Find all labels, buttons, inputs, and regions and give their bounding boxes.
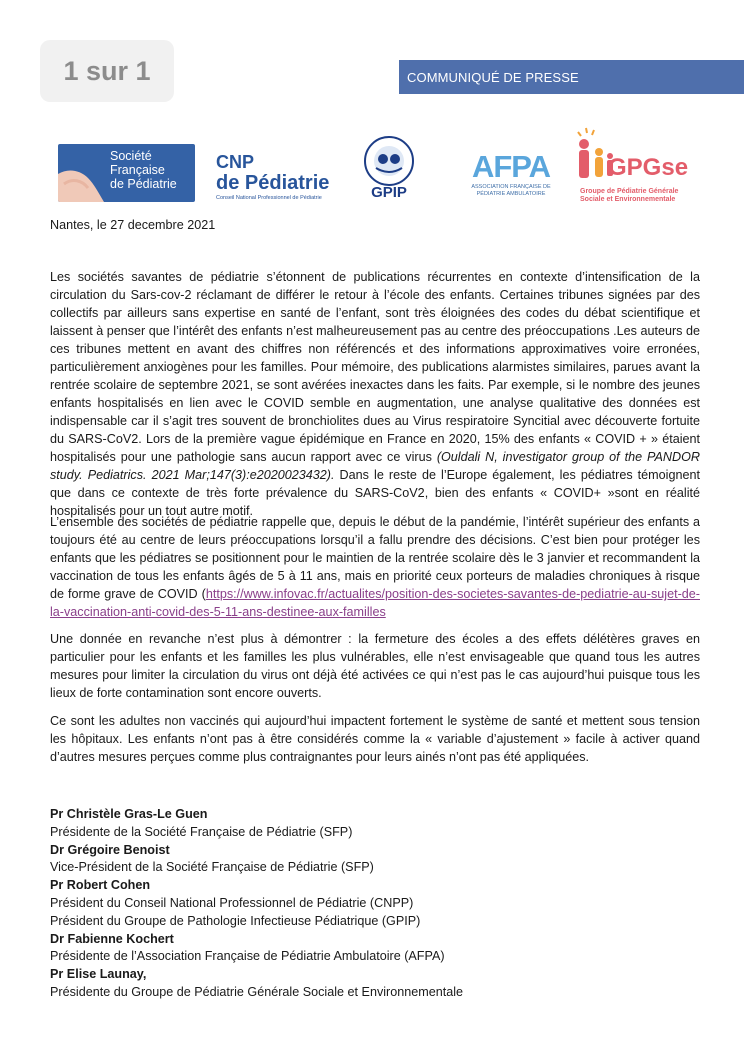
signatory-name: Pr Christèle Gras-Le Guen [50,807,208,821]
paragraph-1: Les sociétés savantes de pédiatrie s’étonnent de publications récurrentes en contexte d’intensification de la circulation du Sars-cov-2 réclamant de différer le retour à l’école des enfants. Certaines tribunes signées par des collectifs par ailleurs sans expertise en santé de l’enfant, sont très éloignées des codes du débat scientifique et laissent à penser que l’intérêt des enfants n’est malheureusement pas au centre des préoccupations .Les auteurs de ces tribunes mettent en avant des chiffres non référencés et des informations approximatives voire erronées, particulièrement anxiogènes pour les familles. Pour mémoire, des publications alarmistes similaires, parues avant la rentrée scolaire de septembre 2021, se sont avérées inexactes dans les faits. Par exemple, si le nombre des jeunes enfants hospitalisés en lien avec le COVID semble en augmentation, une analyse qualitative des données est indispensable car il s’agit tres souvent de bronchiolites dues au Virus respiratoire Syncitial avec découverte fortuite du SARS-CoV2. Lors de la première vague épidémique en France en 2020, 15% des enfants « COVID + » étaient hospitalisés pour une pathologie sans aucun rapport avec ce virus (Ouldali N, investigator group of the PANDOR study. Pediatrics. 2021 Mar;147(3):e2020023432). Dans le reste de l’Europe également, les pédiatres témoignent que dans ce contexte de très forte prévalence du SARS-CoV2, bien des enfants « COVID+ »sont en réalité hospitalisés pour un tout autre motif. [50,270,700,518]
press-release-banner: COMMUNIQUÉ DE PRESSE [399,60,744,94]
gpip-emblem-icon [358,134,420,186]
cnp-line1: CNP [216,152,255,172]
date-line: Nantes, le 27 decembre 2021 [50,218,216,232]
cnp-line2: de Pédiatrie [216,172,330,194]
gpgse-name: GPGse [608,154,689,181]
logo-row [56,124,696,216]
sfp-logo [58,144,195,202]
gpip-name: GPIP [371,184,407,201]
signatory-role: Présidente de la Société Française de Pédiatrie (SFP) [50,824,353,839]
signatory-name: Dr Grégoire Benoist [50,842,170,857]
signatories [50,806,700,1002]
signatory-role: Vice-Président de la Société Française de Pédiatrie (SFP) [50,860,374,875]
signatory-role: Présidente de l’Association Française de Pédiatrie Ambulatoire (AFPA) [50,949,445,964]
paragraph-3: Une donnée en revanche n’est plus à démontrer : la fermeture des écoles a des effets délétères graves en particulier pour les enfants et les familles les plus vulnérables, elle n’est envisageable que quand tous les autres mesures pour limiter la circulation du virus ont déjà été activées ce qui n’est pas le cas aujourd’hui puisque tous les lieux de forte contamination sont encore ouverts. [50,632,700,700]
gpgse-logo [572,124,696,208]
cnp-logo [216,152,334,204]
afpa-logo [466,150,556,210]
page-indicator: 1 sur 1 [40,40,174,102]
signatory-role: Président du Groupe de Pathologie Infectieuse Pédiatrique (GPIP) [50,913,421,928]
signatory-role: Président du Conseil National Professionnel de Pédiatrie (CNPP) [50,895,414,910]
sfp-line2: Française [110,163,165,177]
paragraph-4: Ce sont les adultes non vaccinés qui aujourd’hui impactent fortement le système de santé et mettent sous tension les hôpitaux. Les enfants n’ont pas à être considérés comme la « variable d’ajustement » facile à activer quand d’autres mesures perçues comme plus contraignantes pour leurs ainés n’ont pas été appliquées. [50,714,700,764]
sfp-line1: Société [110,149,152,163]
signatory-name: Pr Elise Launay, [50,967,147,982]
signatory-name: Dr Fabienne Kochert [50,931,174,946]
afpa-subtitle: ASSOCIATION FRANÇAISE DE PÉDIATRIE AMBULATOIRE [471,184,551,197]
citation: (Ouldali N, investigator group of the PANDOR study. Pediatrics. 2021 Mar;147(3):e2020023432). [50,450,700,482]
signatory-name: Pr Robert Cohen [50,878,151,893]
gpgse-subtitle: Groupe de Pédiatrie Générale Sociale et Environnementale [580,188,679,203]
afpa-name: AFPA [471,149,551,184]
gpip-logo [358,134,420,208]
infovac-link[interactable]: https://www.infovac.fr/actualites/position-des-societes-savantes-de-pediatrie-au-sujet-de-la-vaccination-anti-covid-des-5-11-ans-destinee-aux-familles [50,587,700,619]
sfp-line3: de Pédiatrie [110,177,177,191]
paragraph-2: L’ensemble des sociétés de pédiatrie rappelle que, depuis le début de la pandémie, l’intérêt supérieur des enfants a toujours été au centre de leurs préoccupations lorsqu’il a fallu prendre des décisions. C’est bien pour protéger les enfants que les pédiatres se positionnent pour le maintien de la rentrée scolaire dès le 3 janvier et recommandent la vaccination de tous les enfants âgés de 5 à 11 ans, mais en priorité ceux porteurs de maladies chroniques à risque de forme grave de COVID (https://www.infovac.fr/actualites/position-des-societes-savantes-de-pediatrie-au-sujet-de-la-vaccination-anti-covid-des-5-11-ans-destinee-aux-familles [50,515,700,619]
cnp-line3: Conseil National Professionnel de Pédiatrie [216,195,322,201]
signatory-role: Présidente du Groupe de Pédiatrie Générale Sociale et Environnementale [50,984,464,999]
